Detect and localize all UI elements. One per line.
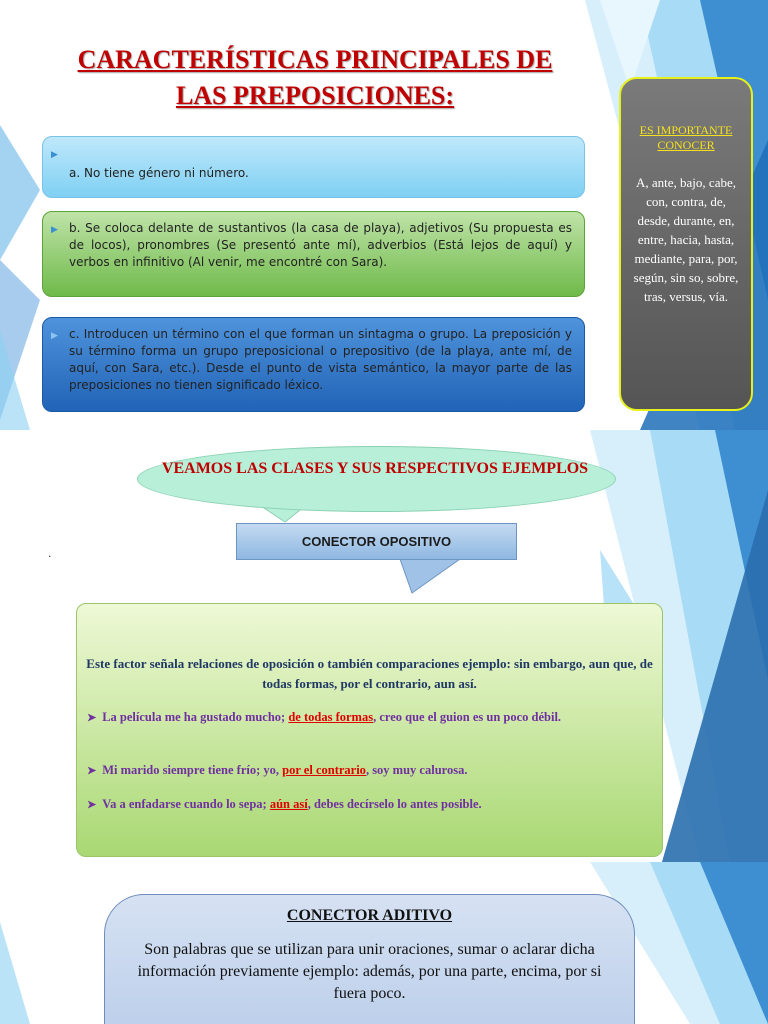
example-text-after: , debes decírselo lo antes posible. [307,797,482,811]
example-item [87,708,647,727]
additive-title: CONECTOR ADITIVO [286,907,453,924]
connector-type-callout: CONECTOR OPOSITIVO [236,523,517,560]
arrow-bullet-icon: ➤ [87,799,97,811]
arrow-bullet-icon: ➤ [87,712,97,724]
bullet-arrow-icon: ▶ [51,150,58,160]
characteristic-c-box [42,317,585,412]
characteristic-c-text: c. Introducen un término con el que forman un sintagma o grupo. La preposición y su término forma un grupo preposicional o prepositivo (de la playa, ante mí, de aquí, con Sara, etc.). Desde el punto de vista semántico, la mayor parte de las preposiciones no tienen significado léxico. [69,327,572,392]
slide-additive-connector [0,862,768,1024]
arrow-bullet-icon: ➤ [87,765,97,777]
characteristic-a-text: a. No tiene género ni número. [69,166,249,180]
example-text-before: La película me ha gustado mucho; [102,710,289,724]
example-text-after: , soy muy calurosa. [365,763,468,777]
example-highlight: aún así [269,797,308,811]
bullet-arrow-icon: ▶ [51,225,58,235]
important-prepositions-box [619,77,753,411]
opposing-intro-text: Este factor señala relaciones de oposición o también comparaciones ejemplo: sin embargo, aun que, de todas formas, por el contrario, aun así. [86,656,653,691]
example-text-before: Va a enfadarse cuando lo sepa; [102,797,270,811]
additive-body: Son palabras que se utilizan para unir oraciones, sumar o aclarar dicha información previamente ejemplo: además, por una parte, encima, por si fuera poco. [137,941,602,1002]
page-title: CARACTERÍSTICAS PRINCIPALES DE LAS PREPOSICIONES: [77,45,553,110]
characteristic-b-box [42,211,585,297]
example-highlight: por el contrario [282,763,366,777]
important-title: ES IMPORTANTE CONOCER [639,123,733,152]
slide-opposing-connector [0,430,768,862]
example-item [87,761,647,780]
opposing-connector-content [76,603,663,857]
section-title: VEAMOS LAS CLASES Y SUS RESPECTIVOS EJEMPLOS [161,460,589,477]
characteristic-b-text: b. Se coloca delante de sustantivos (la casa de playa), adjetivos (Su propuesta es de locos), pronombres (Se presentó ante mí), adverbios (Está lejos de aquí) y verbos en infinitivo (Al venir, me encontré con Sara). [69,221,572,269]
stray-dot: . [48,546,52,560]
example-highlight: de todas formas [288,710,374,724]
example-text-after: , creo que el guion es un poco débil. [373,710,562,724]
bullet-arrow-icon: ▶ [51,331,58,341]
additive-connector-box [104,894,635,1024]
slide-characteristics [0,0,768,430]
example-item [87,795,647,814]
example-text-before: Mi marido siempre tiene frío; yo, [102,763,283,777]
prepositions-list: A, ante, bajo, cabe, con, contra, de, desde, durante, en, entre, hacia, hasta, mediante, para, por, según, sin so, sobre, tras, versus, vía. [633,175,739,304]
characteristic-a-box [42,136,585,198]
